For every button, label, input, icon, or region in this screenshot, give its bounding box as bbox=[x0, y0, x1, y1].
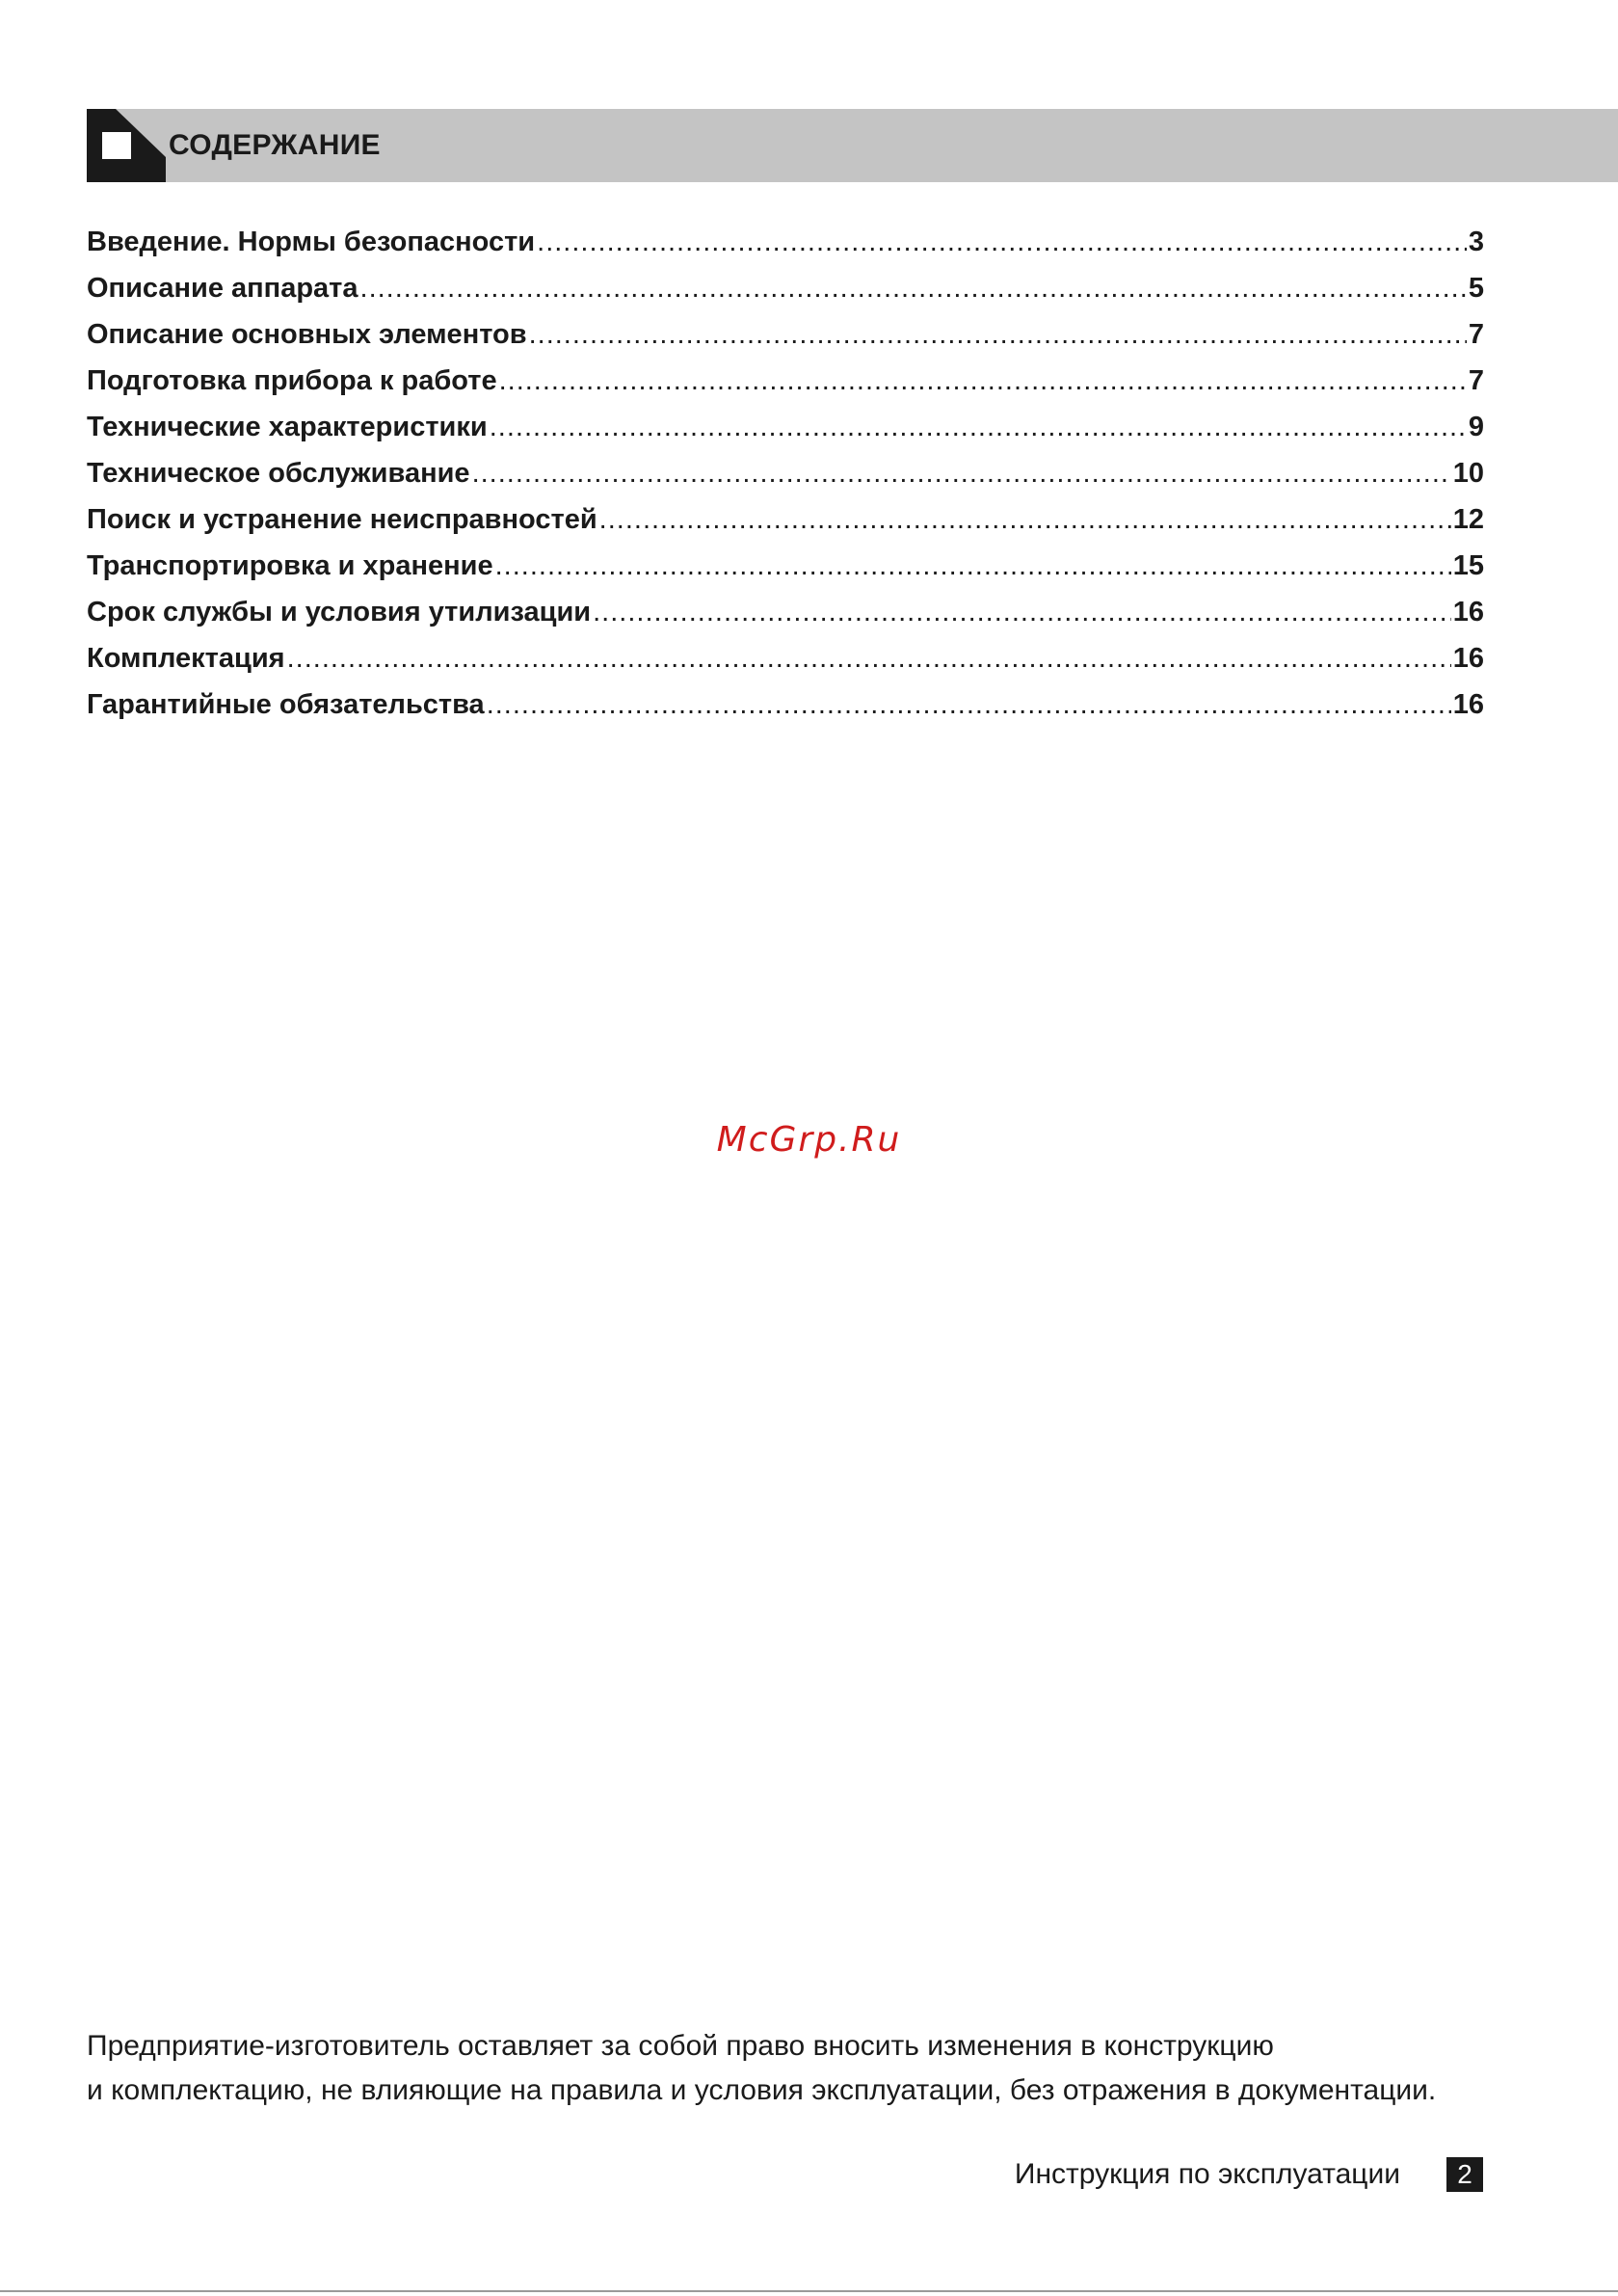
toc-entry[interactable] bbox=[87, 643, 1484, 689]
toc-entry-title: Комплектация bbox=[87, 643, 285, 674]
toc-leader-dots bbox=[593, 597, 1451, 628]
toc-entry[interactable] bbox=[87, 458, 1484, 504]
toc-entry-title: Транспортировка и хранение bbox=[87, 550, 493, 581]
toc-entry[interactable] bbox=[87, 319, 1484, 365]
toc-entry[interactable] bbox=[87, 273, 1484, 319]
toc-entry-title: Поиск и устранение неисправностей bbox=[87, 504, 597, 535]
toc-entry-page: 10 bbox=[1452, 458, 1484, 489]
toc-entry[interactable] bbox=[87, 227, 1484, 273]
toc-entry-title: Подготовка прибора к работе bbox=[87, 365, 497, 396]
toc-entry-title: Гарантийные обязательства bbox=[87, 689, 485, 720]
toc-leader-dots bbox=[287, 643, 1451, 675]
toc-entry[interactable] bbox=[87, 689, 1484, 735]
footer-label: Инструкция по эксплуатации bbox=[1014, 2158, 1400, 2190]
toc-leader-dots bbox=[495, 550, 1451, 582]
toc-entry-title: Описание основных элементов bbox=[87, 319, 527, 350]
toc-leader-dots bbox=[360, 273, 1467, 305]
toc-entry[interactable] bbox=[87, 550, 1484, 597]
toc-entry-title: Срок службы и условия утилизации bbox=[87, 597, 592, 627]
toc-entry-page: 3 bbox=[1468, 227, 1484, 257]
page-number-badge: 2 bbox=[1446, 2157, 1483, 2192]
page-footer bbox=[1015, 2157, 1483, 2192]
toc-entry-title: Технические характеристики bbox=[87, 412, 488, 442]
toc-entry-page: 7 bbox=[1468, 365, 1484, 396]
manufacturer-notice bbox=[87, 2024, 1532, 2113]
toc-entry[interactable] bbox=[87, 597, 1484, 643]
toc-entry-title: Описание аппарата bbox=[87, 273, 358, 304]
notice-line: и комплектацию, не влияющие на правила и условия эксплуатации, без отражения в документации. bbox=[87, 2074, 1437, 2106]
toc-entry-page: 12 bbox=[1452, 504, 1484, 535]
toc-entry[interactable] bbox=[87, 504, 1484, 550]
toc-entry[interactable] bbox=[87, 412, 1484, 458]
toc-leader-dots bbox=[537, 227, 1467, 258]
toc-leader-dots bbox=[599, 504, 1451, 536]
toc-entry-page: 7 bbox=[1468, 319, 1484, 350]
notice-line: Предприятие-изготовитель оставляет за собой право вносить изменения в конструкцию bbox=[87, 2030, 1274, 2062]
toc-entry-page: 15 bbox=[1452, 550, 1484, 581]
section-header bbox=[87, 109, 1618, 182]
toc-leader-dots bbox=[487, 689, 1451, 721]
toc-entry-page: 9 bbox=[1468, 412, 1484, 442]
toc-leader-dots bbox=[499, 365, 1467, 397]
toc-entry-title: Введение. Нормы безопасности bbox=[87, 227, 536, 257]
table-of-contents bbox=[87, 227, 1484, 735]
toc-entry[interactable] bbox=[87, 365, 1484, 412]
page-title: СОДЕРЖАНИЕ bbox=[169, 129, 381, 161]
toc-entry-title: Техническое обслуживание bbox=[87, 458, 470, 489]
toc-leader-dots bbox=[472, 458, 1451, 490]
bottom-divider bbox=[0, 2290, 1618, 2292]
toc-entry-page: 16 bbox=[1452, 643, 1484, 674]
toc-leader-dots bbox=[529, 319, 1467, 351]
toc-entry-page: 16 bbox=[1452, 597, 1484, 627]
toc-entry-page: 16 bbox=[1452, 689, 1484, 720]
watermark: McGrp.Ru bbox=[716, 1120, 902, 1160]
toc-leader-dots bbox=[490, 412, 1467, 443]
toc-entry-page: 5 bbox=[1468, 273, 1484, 304]
